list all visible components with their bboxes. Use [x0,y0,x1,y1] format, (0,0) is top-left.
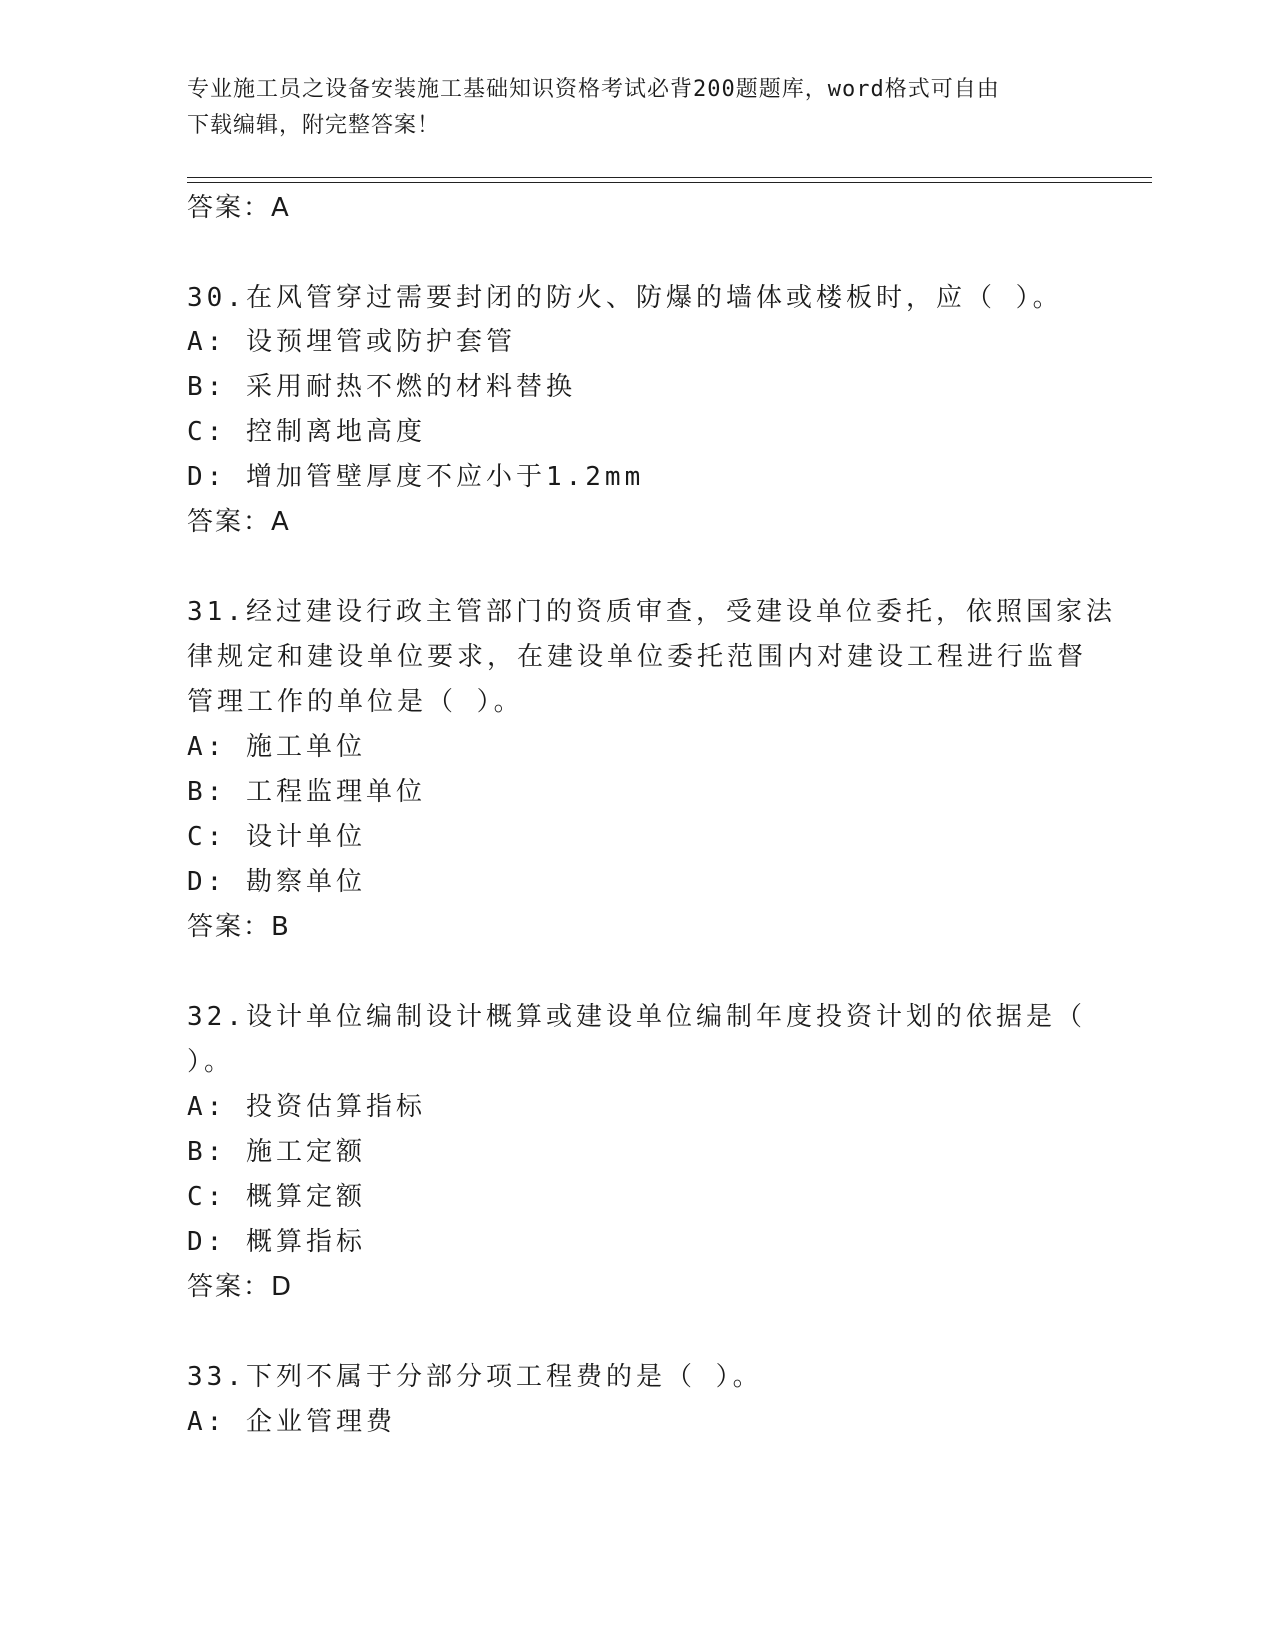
question-31-stem-line-2: 律规定和建设单位要求，在建设单位委托范围内对建设工程进行监督 [187,642,1088,672]
question-32-answer: 答案：D [187,1272,294,1302]
previous-answer: 答案：A [187,193,291,223]
header-title-line-2: 下载编辑，附完整答案！ [187,113,441,138]
question-31-option-a: A: 施工单位 [187,732,366,762]
question-30-option-b: B: 采用耐热不燃的材料替换 [187,372,576,402]
header-title-line-1: 专业施工员之设备安装施工基础知识资格考试必背200题题库，word格式可自由 [187,77,1000,102]
question-30-option-c: C: 控制离地高度 [187,417,426,447]
question-33-option-a: A: 企业管理费 [187,1407,396,1437]
question-30-option-a: A: 设预埋管或防护套管 [187,327,516,357]
question-32-option-d: D: 概算指标 [187,1227,366,1257]
question-32-option-a: A: 投资估算指标 [187,1092,426,1122]
question-31-option-d: D: 勘察单位 [187,867,366,897]
question-32-stem-line-2: ）。 [187,1047,235,1077]
question-32-stem-line-1: 32.设计单位编制设计概算或建设单位编制年度投资计划的依据是（ [187,1002,1086,1032]
question-31-option-c: C: 设计单位 [187,822,366,852]
question-32-option-c: C: 概算定额 [187,1182,366,1212]
question-33-stem: 33.下列不属于分部分项工程费的是（ ）。 [187,1362,763,1392]
header-divider-top [187,177,1152,178]
question-30-answer: 答案：A [187,507,291,537]
question-30-stem: 30.在风管穿过需要封闭的防火、防爆的墙体或楼板时，应（ ）。 [187,283,1063,313]
question-32-option-b: B: 施工定额 [187,1137,366,1167]
document-header [187,72,1067,144]
question-30-option-d: D: 增加管壁厚度不应小于1.2mm [187,462,645,492]
question-31-answer: 答案：B [187,912,291,942]
question-31-stem-line-1: 31.经过建设行政主管部门的资质审查，受建设单位委托，依照国家法 [187,597,1116,627]
question-31-option-b: B: 工程监理单位 [187,777,426,807]
header-divider-bottom [187,182,1152,183]
question-31-stem-line-3: 管理工作的单位是（ ）。 [187,687,524,717]
